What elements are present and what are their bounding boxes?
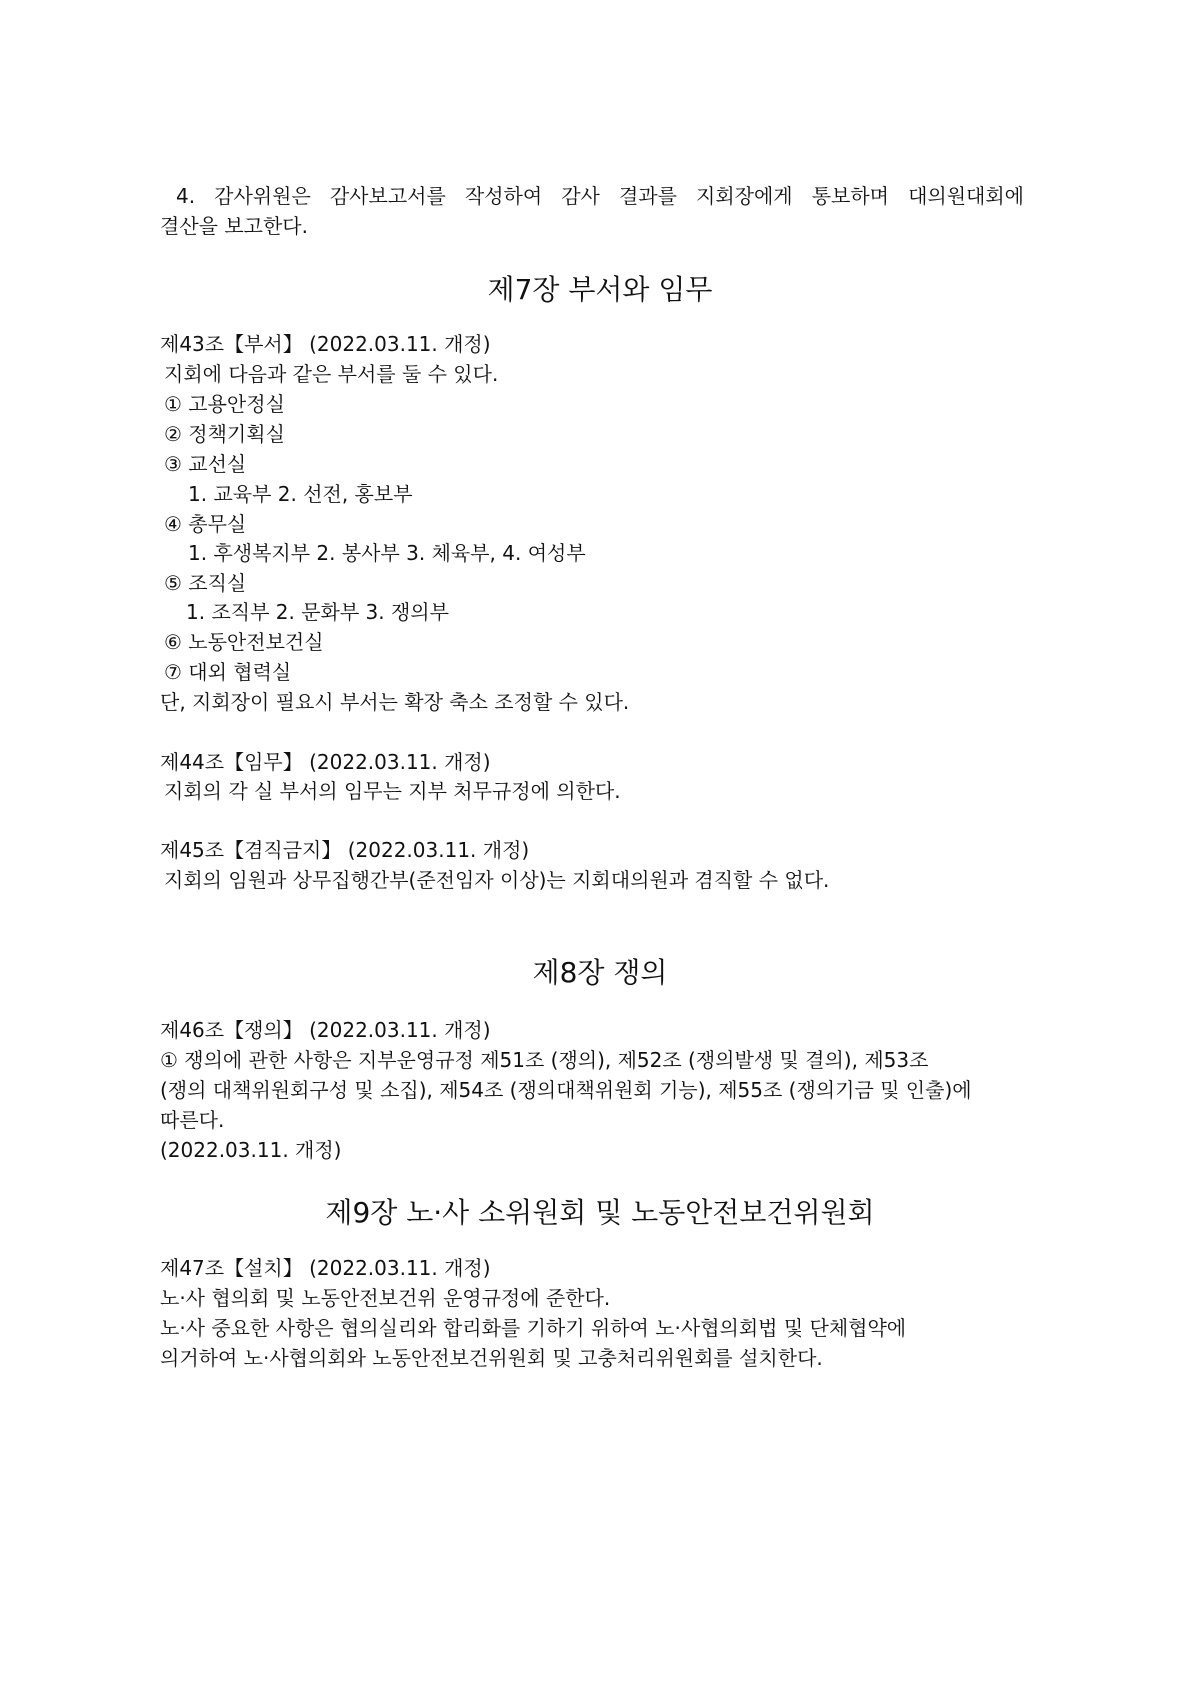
article-43-title: 제43조【부서】 (2022.03.11. 개정) — [160, 332, 491, 356]
list-item-2: ② 정책기획실 — [164, 422, 285, 446]
list-item-3-sub: 1. 교육부 2. 선전, 홍보부 — [188, 482, 413, 506]
article-43-note: 단, 지회장이 필요시 부서는 확장 축소 조정할 수 있다. — [160, 690, 630, 714]
article-45-body: 지회의 임원과 상무집행간부(준전임자 이상)는 지회대의원과 겸직할 수 없다. — [164, 868, 830, 892]
chapter-7-heading: 제7장 부서와 임무 — [487, 273, 713, 306]
article-46-title: 제46조【쟁의】 (2022.03.11. 개정) — [160, 1018, 491, 1042]
article-47-title: 제47조【설치】 (2022.03.11. 개정) — [160, 1256, 491, 1280]
article-47-line-1: 노·사 협의회 및 노동안전보건위 운영규정에 준한다. — [160, 1286, 611, 1310]
article-46-revision: (2022.03.11. 개정) — [160, 1138, 342, 1162]
article-46-line-2: (쟁의 대책위원회구성 및 소집), 제54조 (쟁의대책위원회 기능), 제55조 (쟁의기금 및 인출)에 — [160, 1078, 972, 1102]
list-item-4: ④ 총무실 — [164, 512, 247, 536]
article-45-title: 제45조【겸직금지】 (2022.03.11. 개정) — [160, 838, 530, 862]
article-47-line-2: 노·사 중요한 사항은 협의실리와 합리화를 기하기 위하여 노·사협의회법 및 단체협약에 — [160, 1316, 907, 1340]
article-46-line-1: ① 쟁의에 관한 사항은 지부운영규정 제51조 (쟁의), 제52조 (쟁의발생 및 결의), 제53조 — [160, 1048, 929, 1072]
list-item-5-sub: 1. 조직부 2. 문화부 3. 쟁의부 — [186, 600, 449, 624]
intro-line-2: 결산을 보고한다. — [160, 214, 308, 238]
intro-line-1: 4. 감사위원은 감사보고서를 작성하여 감사 결과를 지회장에게 통보하며 대의원대회에 — [176, 184, 1024, 208]
article-44-body: 지회의 각 실 부서의 임무는 지부 처무규정에 의한다. — [164, 779, 621, 803]
list-item-1: ① 고용안정실 — [164, 392, 285, 416]
article-44-title: 제44조【임무】 (2022.03.11. 개정) — [160, 750, 491, 774]
article-46-line-3: 따른다. — [160, 1108, 225, 1132]
article-47-line-3: 의거하여 노·사협의회와 노동안전보건위원회 및 고충처리위원회를 설치한다. — [160, 1346, 823, 1370]
chapter-8-heading: 제8장 쟁의 — [532, 956, 668, 989]
article-43-intro: 지회에 다음과 같은 부서를 둘 수 있다. — [164, 362, 499, 386]
list-item-5: ⑤ 조직실 — [164, 571, 247, 595]
list-item-6: ⑥ 노동안전보건실 — [164, 630, 324, 654]
list-item-3: ③ 교선실 — [164, 452, 247, 476]
chapter-9-heading: 제9장 노·사 소위원회 및 노동안전보건위원회 — [325, 1196, 875, 1229]
list-item-7: ⑦ 대외 협력실 — [164, 660, 292, 684]
list-item-4-sub: 1. 후생복지부 2. 봉사부 3. 체육부, 4. 여성부 — [188, 541, 586, 565]
